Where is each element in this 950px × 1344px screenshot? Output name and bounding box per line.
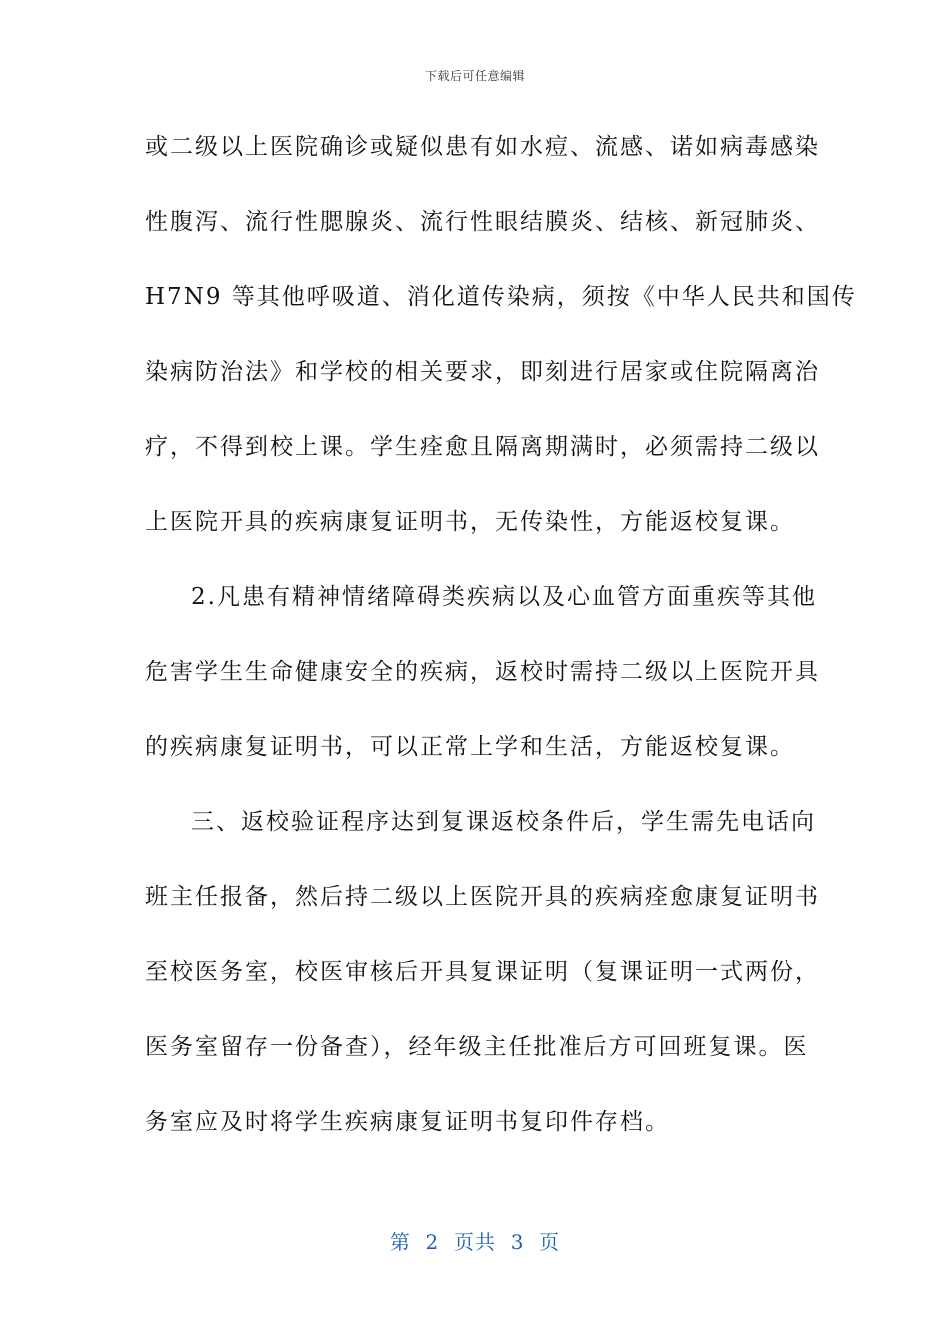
body-line-7: 2.凡患有精神情绪障碍类疾病以及心血管方面重疾等其他	[191, 584, 817, 610]
page-header: 下载后可任意编辑	[424, 69, 525, 83]
body-line-1: 或二级以上医院确诊或疑似患有如水痘、流感、诺如病毒感染	[145, 134, 820, 160]
body-line-6: 上医院开具的疾病康复证明书，无传染性，方能返校复课。	[145, 509, 795, 535]
body-line-12: 至校医务室，校医审核后开具复课证明（复课证明一式两份，	[145, 959, 820, 985]
body-line-9: 的疾病康复证明书，可以正常上学和生活，方能返校复课。	[145, 734, 795, 760]
body-line-14: 务室应及时将学生疾病康复证明书复印件存档。	[145, 1109, 670, 1135]
page-footer: 第 2 页共 3 页	[389, 1230, 561, 1254]
body-line-11: 班主任报备，然后持二级以上医院开具的疾病痊愈康复证明书	[145, 884, 820, 910]
body-line-13: 医务室留存一份备查），经年级主任批准后方可回班复课。医	[145, 1034, 809, 1060]
body-line-5: 疗，不得到校上课。学生痊愈且隔离期满时，必须需持二级以	[145, 434, 820, 460]
body-line-8: 危害学生生命健康安全的疾病，返校时需持二级以上医院开具	[145, 659, 820, 685]
body-line-3: H7N9 等其他呼吸道、消化道传染病，须按《中华人民共和国传	[145, 284, 857, 310]
body-line-4: 染病防治法》和学校的相关要求，即刻进行居家或住院隔离治	[145, 359, 820, 385]
document-body	[145, 125, 857, 1175]
body-line-10: 三、返校验证程序达到复课返校条件后，学生需先电话向	[191, 809, 816, 835]
body-line-2: 性腹泻、流行性腮腺炎、流行性眼结膜炎、结核、新冠肺炎、	[145, 209, 820, 235]
